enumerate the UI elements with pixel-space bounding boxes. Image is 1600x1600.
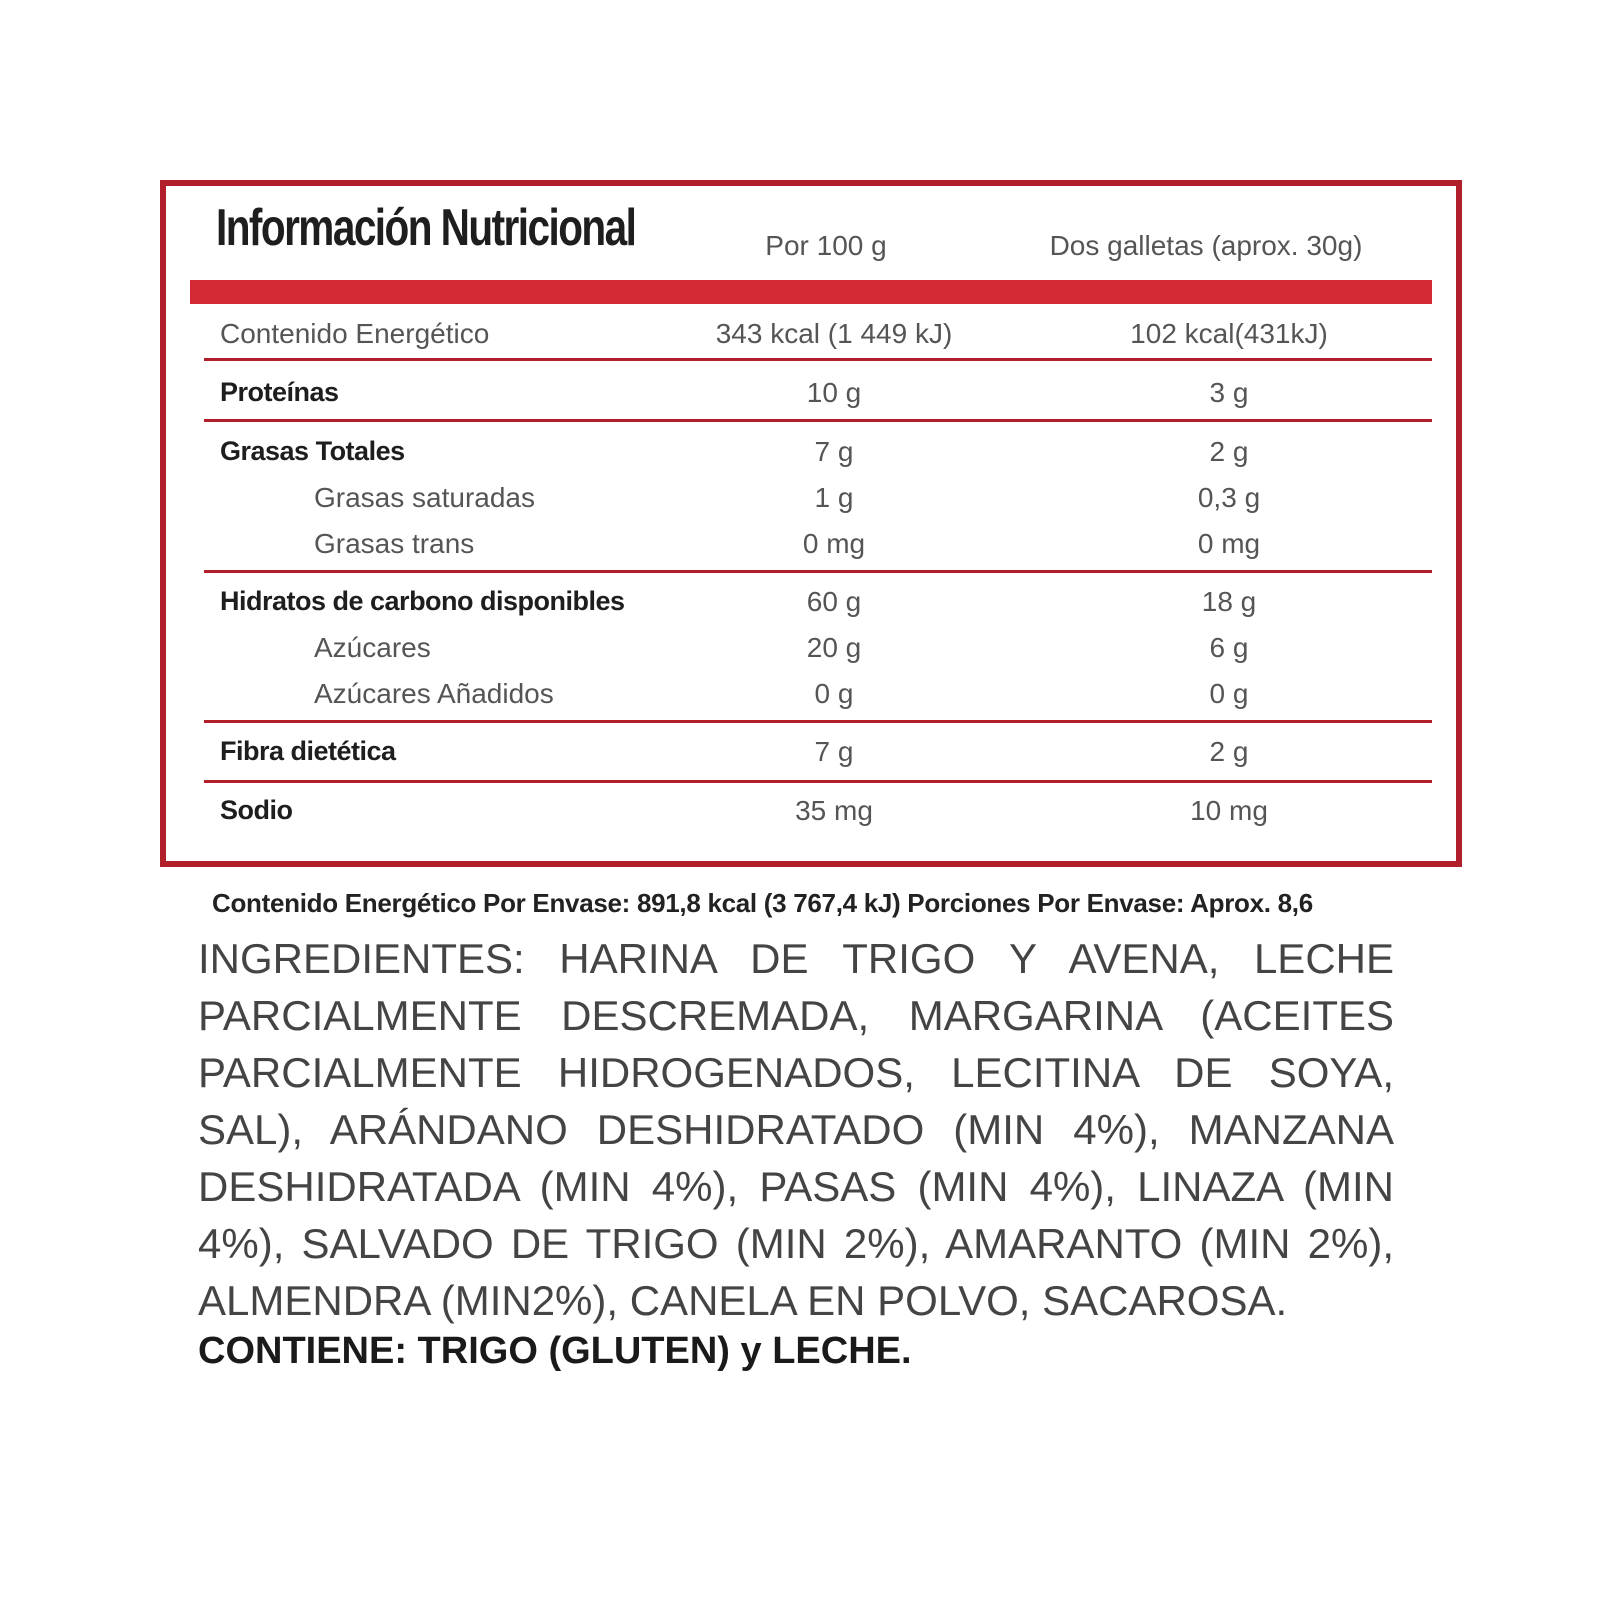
row-value-per-100g: 1 g [814, 482, 854, 513]
row-value-per-serving: 2 g [1209, 736, 1249, 767]
row-value-per-serving: 0 mg [1197, 528, 1261, 559]
row-value-per-serving: 2 g [1209, 436, 1249, 467]
energy-per-package: Contenido Energético Por Envase: 891,8 kcal (3 767,4 kJ) Porciones Por Envase: Aprox. 8,6 [212, 888, 1313, 918]
column-header-per-serving: Dos galletas (aprox. 30g) [1049, 230, 1363, 261]
row-value-per-serving: 6 g [1209, 632, 1249, 663]
row-value-per-100g: 343 kcal (1 449 kJ) [715, 318, 953, 349]
row-label: Hidratos de carbono disponibles [220, 586, 625, 616]
allergen-statement: CONTIENE: TRIGO (GLUTEN) y LECHE. [198, 1330, 912, 1372]
row-label: Fibra dietética [220, 736, 396, 766]
table-row-added-sugars [204, 672, 1432, 716]
table-title: Información Nutricional [216, 199, 636, 257]
row-value-per-serving: 3 g [1209, 377, 1249, 408]
row-value-per-100g: 20 g [806, 632, 862, 663]
table-row-protein [204, 371, 1432, 415]
row-divider [204, 780, 1432, 783]
table-row-trans-fat [204, 522, 1432, 566]
table-row-saturated-fat [204, 476, 1432, 520]
row-value-per-serving: 18 g [1201, 586, 1257, 617]
row-value-per-serving: 102 kcal(431kJ) [1130, 318, 1328, 349]
row-label: Azúcares Añadidos [314, 678, 554, 709]
table-row-energy [204, 312, 1432, 356]
row-divider [204, 358, 1432, 361]
row-label: Grasas saturadas [314, 482, 535, 513]
ingredients-list: INGREDIENTES: HARINA DE TRIGO Y AVENA, LECHE PARCIALMENTE DESCREMADA, MARGARINA (ACEITES PARCIALMENTE HIDROGENADOS, LECITINA DE SOYA, SAL), ARÁNDANO DESHIDRATADO (MIN 4%), MANZANA DESHIDRATADA (MIN 4%), PASAS (MIN 4%), LINAZA (MIN 4%), SALVADO DE TRIGO (MIN 2%), AMARANTO (MIN 2%), ALMENDRA (MIN2%), CANELA EN POLVO, SACAROSA. [198, 935, 1394, 1324]
row-label: Azúcares [314, 632, 431, 663]
column-header-per-100g: Por 100 g [765, 230, 887, 261]
row-divider [204, 570, 1432, 573]
row-value-per-100g: 10 g [806, 377, 862, 408]
nutrition-table [160, 180, 1462, 867]
row-divider [204, 720, 1432, 723]
row-label: Contenido Energético [220, 318, 490, 349]
row-value-per-serving: 10 mg [1190, 795, 1268, 826]
row-label: Sodio [220, 795, 293, 825]
row-value-per-100g: 7 g [814, 736, 854, 767]
row-label: Proteínas [220, 377, 339, 407]
table-row-fiber [204, 730, 1432, 774]
row-value-per-100g: 0 mg [802, 528, 866, 559]
row-label: Grasas trans [314, 528, 475, 559]
row-value-per-100g: 35 mg [795, 795, 873, 826]
row-value-per-100g: 7 g [814, 436, 854, 467]
row-value-per-serving: 0 g [1209, 678, 1249, 709]
row-divider [204, 419, 1432, 422]
table-row-total-fat [204, 430, 1432, 474]
row-value-per-serving: 0,3 g [1197, 482, 1261, 513]
row-value-per-100g: 60 g [806, 586, 862, 617]
row-value-per-100g: 0 g [814, 678, 854, 709]
header-red-bar [190, 280, 1432, 304]
row-label: Grasas Totales [220, 436, 405, 466]
table-row-sodium [204, 789, 1432, 833]
table-row-sugars [204, 626, 1432, 670]
table-row-carbohydrates [204, 580, 1432, 624]
